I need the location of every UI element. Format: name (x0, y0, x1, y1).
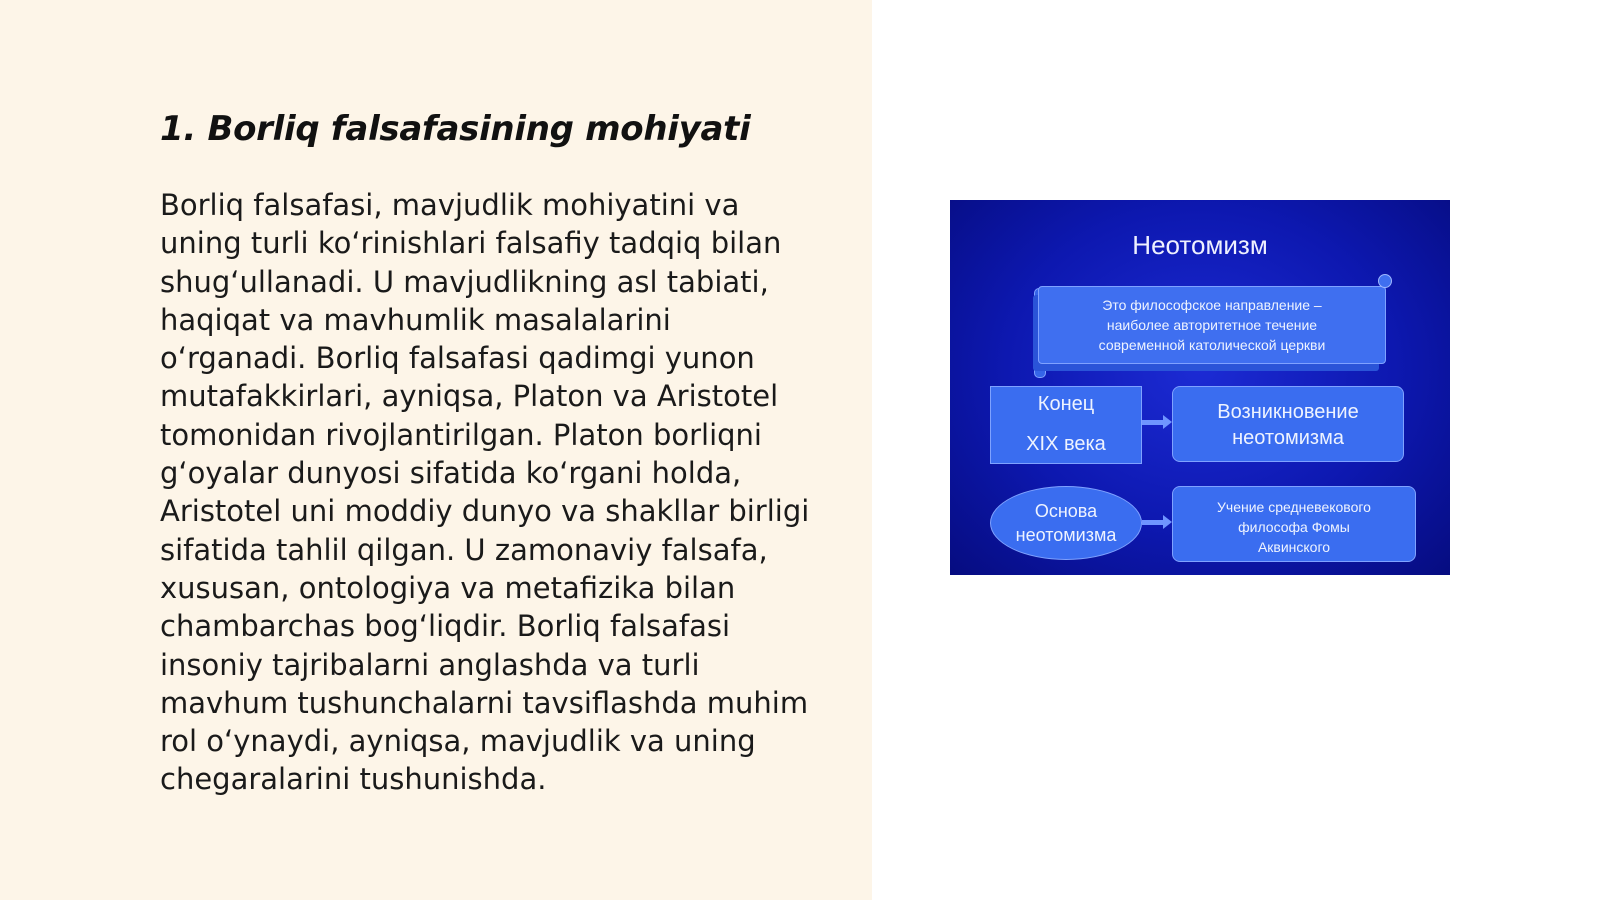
body-line: mutafakkirlari, ayniqsa, Platon va Aristotel (160, 379, 779, 414)
aquinas-teaching-text: Учение средневекового философа Фомы Аквинского (1217, 499, 1371, 555)
end-of-century-box (990, 386, 1142, 464)
body-line: mavhum tushunchalarni tavsiflashda muhim (160, 685, 809, 720)
body-line: uning turli koʻrinishlari falsafiy tadqiq bilan (160, 226, 782, 261)
arrow-right-icon (1142, 520, 1164, 525)
body-line: gʻoyalar dunyosi sifatida koʻrgani holda, (160, 456, 742, 491)
body-line: sifatida tahlil qilgan. U zamonaviy falsafa, (160, 532, 768, 567)
end-box-line1: Конец (1037, 393, 1095, 415)
body-paragraph (160, 186, 840, 799)
end-box-line2: XIX века (1026, 433, 1106, 455)
emergence-box (1172, 386, 1404, 462)
emergence-text: Возникновение неотомизма (1217, 401, 1359, 449)
definition-text: Это философское направление – наиболее авторитетное течение современной католической церкви (1098, 297, 1326, 353)
basis-text: Основа неотомизма (1015, 501, 1117, 545)
diagram-title: Неотомизм (1132, 230, 1268, 260)
arrow-right-icon (1142, 420, 1164, 425)
body-line: insoniy tajribalarni anglashda va turli (160, 647, 700, 682)
body-line: chegaralarini tushunishda. (160, 762, 547, 797)
body-line: Aristotel uni moddiy dunyo va shakllar birligi (160, 494, 810, 529)
body-line: rol oʻynaydi, ayniqsa, mavjudlik va uning (160, 724, 756, 759)
body-line: xususan, ontologiya va metafizika bilan (160, 570, 736, 605)
aquinas-teaching-box (1172, 486, 1416, 562)
scroll-curl (1378, 274, 1392, 288)
neothomism-diagram-image (950, 200, 1450, 575)
slide-title: 1. Borliq falsafasining mohiyati (160, 109, 751, 149)
body-line: tomonidan rivojlantirilgan. Platon borliqni (160, 417, 762, 452)
body-line: shugʻullanadi. U mavjudlikning asl tabiati, (160, 264, 769, 299)
basis-oval (990, 486, 1142, 560)
definition-scroll (1038, 286, 1386, 364)
body-line: haqiqat va mavhumlik masalalarini (160, 302, 671, 337)
body-line: chambarchas bogʻliqdir. Borliq falsafasi (160, 609, 731, 644)
body-line: Borliq falsafasi, mavjudlik mohiyatini va (160, 188, 740, 222)
body-line: oʻrganadi. Borliq falsafasi qadimgi yunon (160, 341, 755, 376)
